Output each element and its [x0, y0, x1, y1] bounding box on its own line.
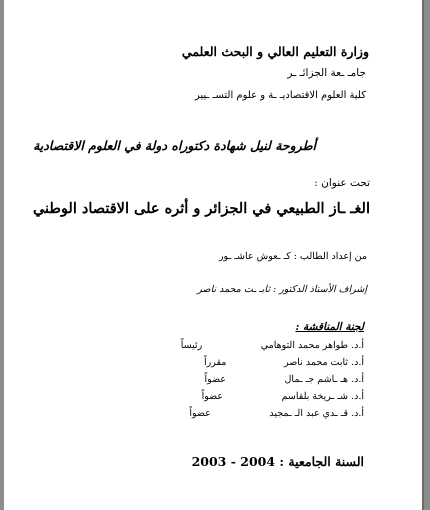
student-line: من إعداد الطالب : كـ ـعوش عاشـ ـور	[218, 251, 367, 262]
supervisor-line: إشراف الأستاذ الدكتور : ثابـ ـت محمد ناصر	[197, 284, 367, 295]
academic-year-row	[192, 454, 364, 469]
thesis-subject: الغـ ـاز الطبيعي في الجزائر و أثره على الاقتصاد الوطني	[32, 200, 370, 217]
faculty-name: كلية العلوم الاقتصاديـ ـة و علوم التسـ ـيير	[194, 90, 366, 101]
academic-year: 2003 - 2004	[191, 454, 276, 469]
committee-member	[189, 408, 364, 419]
committee-member	[180, 340, 364, 351]
ministry-name: وزارة التعليم العالي و البحث العلمي	[181, 44, 369, 59]
member-name: أ.د. ثابت محمد ناصر	[283, 357, 364, 368]
document-page	[4, 0, 422, 510]
member-role: رئيساً	[180, 340, 203, 351]
thesis-title: أطروحة لنيل شهادة دكتوراه دولة في العلوم الاقتصادية	[33, 138, 316, 153]
member-role: عضواً	[201, 391, 224, 402]
member-role: عضواً	[189, 408, 211, 419]
member-role: مقرراً	[203, 357, 227, 368]
academic-year-label: السنة الجامعية :	[279, 454, 364, 469]
member-name: أ.د. هـ ـاشم جـ ـمال	[284, 374, 364, 385]
committee-member	[203, 357, 364, 368]
member-name: أ.د. قـ ـدي عبد الـ ـمجيد	[269, 408, 364, 419]
committee-member	[204, 374, 364, 385]
member-name: أ.د. شـ ـريخة بلقاسم	[281, 391, 364, 402]
committee-title: لجنة المناقشة :	[295, 321, 364, 333]
subject-label: تحت عنوان :	[314, 177, 370, 189]
member-role: عضواً	[204, 374, 226, 385]
committee-member	[201, 391, 364, 402]
university-name: جامـ ـعة الجزائـ ـر	[287, 67, 366, 79]
member-name: أ.د. طواهر محمد التوهامي	[260, 340, 364, 351]
